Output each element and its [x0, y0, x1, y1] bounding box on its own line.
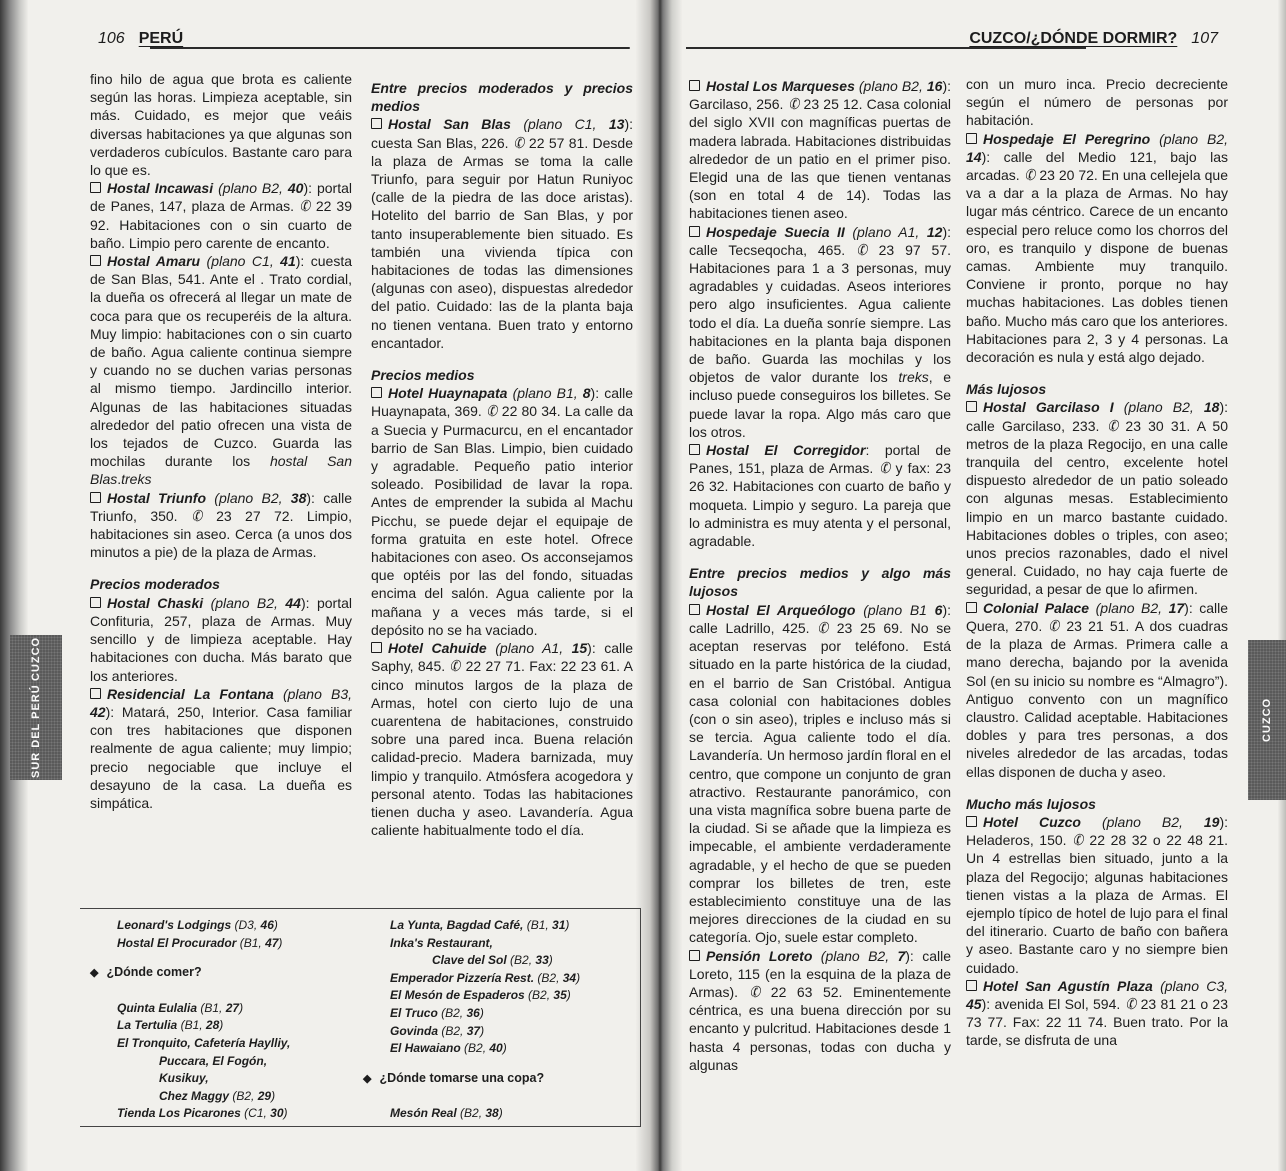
- listing-entry: Hotel Cahuide (plano A1, 15): calle Saphy, 845. ✆ 22 27 71. Fax: 22 23 61. A cinco minutos largos de la plaza de Armas, hotel con cierto lujo de una cuarentena de habitaciones, construido sobre una pared inca. Buena relación calidad-precio. Madera barnizada, muy limpio y tranquilo. Atmósfera acogedora y personal atento. Todas las habitaciones tienen ducha y aseo. Lavandería. Agua caliente habitualmente todo el día.: [371, 640, 633, 839]
- index-item: [117, 1017, 290, 1035]
- checkbox-icon: [689, 604, 700, 615]
- venue-name: El Hawaiano: [390, 1041, 461, 1056]
- listing-description: . La calle da a Suecia y Purmacurcu, en el encantador barrio de San Blas. Limpio, bien cuidado y agradable. Pequeño patio interior soleado. Posibilidad de lavar la ropa. Antes de emprender la subida al Machu Picchu, se puede dejar el equipaje de forma gratuita en este hotel. Ofrece habitaciones con aseo. Os acconsejamos que optéis por las del fondo, situadas encima del salón. Agua caliente por la mañana y a veces más tarde, si el depósito no se ha vaciado.: [371, 403, 634, 638]
- map-number: 40: [287, 180, 304, 197]
- map-number: 16: [926, 78, 943, 94]
- map-number: 45: [966, 995, 982, 1012]
- column-2: [371, 79, 633, 839]
- map-reference: (B2, 38): [456, 1106, 503, 1121]
- map-number: 13: [608, 116, 625, 133]
- map-reference: (B2, 33): [506, 953, 553, 968]
- map-reference: (plano B2, 18: [1123, 399, 1220, 416]
- price-category-heading: Precios moderados: [90, 576, 220, 593]
- checkbox-icon: [966, 980, 977, 991]
- listing-entry: Hostal Garcilaso I (plano B2, 18): calle Garcilaso, 233. ✆ 23 30 31. A 50 metros de la plaza Regocijo, en una calle tranquila del centro, excelente hotel dispuesto alrededor de un patio soleado con algunas mesas. Establecimiento limpio en un marco bastante cuidado. Habitaciones dobles o triples, con aseo; unos precios razonables, dado el nivel general. Cuidado, no hay caja fuerte de seguridad, a pesar de que lo afirmen.: [966, 399, 1228, 598]
- index-heading-label: ¿Dónde comer?: [106, 965, 202, 980]
- map-number: 19: [1203, 813, 1220, 830]
- listing-entry: Residencial La Fontana (plano B3, 42): Matará, 250, Interior. Casa familiar con tres habitaciones que disponen realmente de agua caliente; muy limpio; precio negociable que incluye el desayuno de la casa. La dueña es simpática.: [90, 685, 352, 811]
- checkbox-icon: [371, 118, 382, 129]
- index-item: [117, 1088, 290, 1106]
- index-column-right: [363, 917, 581, 1123]
- phone-icon: ✆: [853, 240, 871, 260]
- listing-entry: Hotel Huaynapata (plano B1, 8): calle Huaynapata, 369. ✆ 22 80 34. La calle da a Suecia y Purmacurcu, en el encantador barrio de San Blas. Limpio, bien cuidado y agradable. Pequeño patio interior soleado. Posibilidad de lavar la ropa. Antes de emprender la subida al Machu Picchu, se puede dejar el equipaje de forma gratuita en este hotel. Ofrece habitaciones con aseo. Os acconsejamos que optéis por las del fondo, situadas encima del salón. Agua caliente por la mañana y a veces más tarde, si el depósito no se ha vaciado.: [371, 385, 634, 638]
- map-reference: (plano B2, 19: [1101, 813, 1220, 830]
- map-reference: (plano B2, 40: [218, 180, 304, 197]
- listing-entry: Hostal El Arqueólogo (plano B1 6): calle Ladrillo, 425. ✆ 23 25 69. No se aceptan reservas por teléfono. Está situado en la parte histórica de la ciudad, en el barrio de San Cristóbal. Antigua casa colonial con habitaciones dobles (con o sin aseo), triples e incluso más si se tercia. Agua caliente todo el día. Lavandería. Un hermoso jardín floral en el centro, que compone un conjunto de gran atractivo. Restaurante panorámico, con una vista magnífica sobre buena parte de la ciudad. Si se añade que la limpieza es impecable, el ambiente verdaderamente agradable, y el hecho de que se pueden comprar los billetes de tren, este establecimiento constituye una de las mejores direcciones de la ciudad en su categoría. Ojo, suele estar completo.: [689, 601, 952, 946]
- map-reference: (plano B1 6: [863, 601, 943, 618]
- index-item: [117, 1053, 290, 1071]
- map-reference: (plano B1, 8: [512, 385, 591, 402]
- checkbox-icon: [689, 444, 700, 455]
- header-rule-left: [150, 47, 630, 49]
- index-item: [390, 1105, 580, 1123]
- map-number: 7: [897, 947, 906, 964]
- map-reference: (plano B3, 42: [90, 685, 352, 720]
- map-reference: (plano C1, 41: [206, 253, 296, 270]
- checkbox-icon: [966, 602, 977, 613]
- map-reference: (plano A1, 12: [852, 223, 943, 240]
- map-number: 42: [90, 703, 106, 720]
- listing-address: cuesta San Blas, 226.: [371, 134, 513, 151]
- listing-description: . Casa colonial del siglo XVII con magníficas puertas de madera labrada. Habitaciones distribuidas alrededor de un patio en el primer piso. Elegid una de las que tienen ventanas (son en total 4 de 14). Todas las habitaciones tienen aseo.: [689, 96, 952, 222]
- map-reference: (B1, 31): [523, 918, 570, 932]
- map-number: 38: [290, 489, 307, 506]
- map-number: 14: [966, 148, 982, 165]
- map-number: 47: [265, 935, 279, 950]
- column-3: [689, 77, 951, 1074]
- checkbox-icon: [689, 80, 700, 91]
- index-item: [117, 917, 290, 935]
- header-rule-right: [686, 47, 1086, 49]
- map-number: 6: [934, 601, 943, 618]
- map-number: 8: [582, 385, 591, 402]
- phone-number: 23 20 72: [1035, 167, 1094, 184]
- venue-name: Clave del Sol: [432, 953, 507, 968]
- map-reference: (B2, 29): [229, 1088, 276, 1103]
- phone-number: 23 30 31: [1118, 417, 1187, 434]
- listing-name: Hospedaje El Peregrino: [983, 130, 1151, 147]
- checkbox-icon: [90, 255, 101, 266]
- listing-description: . No se aceptan reservas por teléfono. Está situado en la parte histórica de la ciudad, en el barrio de San Cristóbal. Antigua casa colonial con habitaciones dobles (con o sin aseo), triples e incluso más si se tercia. Agua caliente todo el día. Lavandería. Un hermoso jardín floral en el centro, que compone un conjunto de gran atractivo. Restaurante panorámico, con una vista magnífica sobre buena parte de la ciudad. Si se añade que la limpieza es impecable, el ambiente verdaderamente agradable, y el hecho de que se pueden comprar los billetes de tren, este establecimiento constituye una de las mejores direcciones de la ciudad en su categoría. Ojo, suele estar completo.: [689, 619, 951, 946]
- listing-address: calle Tecseqocha, 465.: [689, 241, 857, 258]
- listing-description: . Eminentemente céntrica, es una buena dirección por su encanto y pulcritud. Habitaciones desde 1 hasta 4 personas, todas con ducha y algunas: [689, 983, 952, 1073]
- checkbox-icon: [90, 492, 101, 503]
- map-number: 31: [552, 918, 566, 932]
- phone-icon: ✆: [296, 196, 314, 216]
- phone-number: 22 27 71: [461, 658, 521, 675]
- phone-number: 22 39 92: [90, 198, 352, 233]
- phone-number: 23 25 69: [829, 619, 899, 636]
- map-reference: (B2, 35): [524, 988, 571, 1003]
- listing-address: Garcilaso, 256.: [689, 96, 788, 113]
- map-number: 37: [466, 1023, 481, 1038]
- venue-name: La Yunta, Bagdad Café,: [390, 918, 524, 932]
- phone-number: 23 97 57: [867, 241, 948, 258]
- page-number-left: 106: [98, 30, 125, 47]
- listing-address: portal Confituria, 257, plaza de Armas. Muy sencillo y de limpieza aceptable. Hay habitaciones con ducha. Más barato que los anteriores.: [90, 594, 352, 684]
- index-heading: [90, 964, 290, 983]
- map-reference: (C1, 30): [240, 1106, 288, 1121]
- listing-address: Matará, 250, Interior. Casa familiar con tres habitaciones que disponen realmente de agua caliente; muy limpio; precio negociable que incluye el desayuno de la casa. La dueña es simpática.: [90, 703, 352, 811]
- checkbox-icon: [371, 642, 382, 653]
- tab-label-city: CUZCO: [30, 636, 42, 681]
- listing-entry: Hostal Incawasi (plano B2, 40): portal de Panes, 147, plaza de Armas. ✆ 22 39 92. Habitaciones con o sin cuarto de baño. Limpio pero carente de encanto.: [90, 180, 352, 251]
- map-reference: (plano B2, 16: [858, 78, 943, 94]
- map-number: 18: [1203, 399, 1220, 416]
- map-number: 35: [553, 988, 567, 1003]
- phone-number: 23 81 21 o 23 73 77: [966, 995, 1228, 1031]
- map-reference: (plano B2, 44: [210, 594, 301, 611]
- index-item: [390, 1005, 580, 1023]
- venue-name: Puccara, El Fogón,: [159, 1053, 268, 1068]
- venue-name: Govinda: [390, 1023, 439, 1038]
- listing-description: . Trato cordial, la dueña os ofrecerá al llegar un mate de coca para que os recuperéis de la altura. Muy limpio: habitaciones con o sin cuarto de baño. Agua caliente continua siempre y cuando no se duchen varias personas al mismo tiempo. Jardincillo interior. Algunas de las habitaciones situadas alrededor del patio ofrecen una vista de los tejados de Cuzco. Guarda las mochilas durante los: [90, 271, 352, 470]
- diamond-bullet-icon: ◆: [90, 967, 99, 980]
- checkbox-icon: [966, 133, 977, 144]
- price-category-heading: Mucho más lujosos: [966, 795, 1096, 812]
- italic-term: treks: [121, 471, 152, 488]
- italic-term: hostal San Blas: [90, 453, 352, 488]
- listing-entry: Colonial Palace (plano B2, 17): calle Quera, 270. ✆ 23 21 51. A dos cuadras de la plaza de Armas. Primera calle a mano derecha, bajando por la avenida Sol (en su inicio su nombre es “Almagro”). Antiguo convento con un magnífico claustro. Calidad aceptable. Habitaciones dobles y para tres personas, a dos niveles alrededor de las arcadas, todas ellas disponen de ducha y aseo.: [966, 599, 1229, 780]
- listing-name: Colonial Palace: [983, 599, 1090, 616]
- map-number: 33: [535, 953, 549, 968]
- column-4: [966, 75, 1228, 1050]
- phone-number: 23 27 72: [202, 507, 290, 524]
- listing-name: Hostal Amaru: [107, 253, 201, 270]
- map-reference: (plano B2, 17: [1095, 599, 1185, 616]
- italic-term: treks: [898, 369, 929, 386]
- listing-name: Hotel San Agustín Plaza: [983, 977, 1153, 994]
- listing-entry: Hospedaje Suecia II (plano A1, 12): calle Tecseqocha, 465. ✆ 23 97 57. Habitaciones para 1 a 3 personas, muy agradables y cuidadas. Aseos interiores pero algo insuficientes. Agua caliente todo el día. La dueña sonríe siempre. Las habitaciones en la planta baja disponen de baño. Guarda las mochilas y los objetos de valor durante los treks, e incluso puede conseguiros los billetes. Se puede lavar la ropa. Algo más caro que los otros.: [689, 223, 951, 440]
- phone-icon: ✆: [785, 94, 802, 114]
- index-item: [117, 1070, 290, 1088]
- listing-name: Hospedaje Suecia II: [706, 223, 845, 240]
- map-number: 27: [225, 1000, 240, 1015]
- index-item: [117, 1035, 290, 1053]
- map-number: 46: [260, 918, 274, 932]
- phone-icon: ✆: [876, 458, 893, 478]
- listing-description: . Habitaciones con cuarto de baño y moqueta. Limpio y seguro. La pareja que lo administra es muy atenta y el personal, agradable.: [689, 478, 951, 550]
- phone-number: 22 28 32 o 22 48 21: [1083, 832, 1225, 849]
- checkbox-icon: [90, 597, 101, 608]
- listing-description: , e incluso puede conseguiros los billetes. Se puede lavar la ropa. Algo más caro que los otros.: [689, 369, 951, 440]
- index-item: [390, 952, 580, 970]
- venue-name: Kusikuy,: [159, 1071, 209, 1086]
- phone-icon: ✆: [1122, 994, 1139, 1014]
- map-number: 36: [466, 1005, 480, 1020]
- map-number: 28: [205, 1018, 220, 1033]
- phone-icon: ✆: [814, 618, 832, 638]
- listing-entry: Hotel San Agustín Plaza (plano C3, 45): avenida El Sol, 594. ✆ 23 81 21 o 23 73 77. Fax: 22 11 74. Buen trato. Por la tarde, se disfruta de una: [966, 977, 1229, 1049]
- checkbox-icon: [90, 182, 101, 193]
- book-gutter: [636, 0, 682, 1171]
- phone-icon: ✆: [447, 656, 464, 676]
- map-number: 12: [926, 223, 943, 240]
- index-column-left: [90, 917, 291, 1123]
- map-number: 29: [257, 1088, 272, 1103]
- listing-address: calle Huaynapata, 369.: [371, 385, 633, 420]
- listing-name: Hostal San Blas: [388, 116, 511, 133]
- map-number: 38: [485, 1106, 499, 1121]
- venue-name: Chez Maggy: [159, 1088, 230, 1103]
- listing-address: Heladeros, 150.: [966, 832, 1073, 849]
- index-item: [117, 935, 290, 953]
- venue-name: Leonard's Lodgings: [117, 918, 232, 932]
- venue-name: Tienda Los Picarones: [117, 1106, 241, 1121]
- listing-name: Pensión Loreto: [706, 947, 813, 964]
- phone-icon: ✆: [483, 401, 501, 421]
- map-reference: (B1, 47): [236, 935, 283, 950]
- column-1: [90, 70, 352, 812]
- listing-description: . A dos cuadras de la plaza de Armas. Primera calle a mano derecha, bajando por la avenida Sol (en su inicio su nombre es “Almagro”). Antiguo convento con un magnífico claustro. Calidad aceptable. Habitaciones dobles y para tres personas, a dos niveles alrededor de las arcadas, todas ellas disponen de ducha y aseo.: [966, 617, 1229, 780]
- phone-icon: ✆: [1021, 165, 1038, 185]
- index-item: [390, 987, 580, 1005]
- running-title-right: CUZCO/¿DÓNDE DORMIR?: [969, 30, 1178, 47]
- phone-icon: ✆: [1104, 416, 1121, 436]
- venue-name: El Mesón de Espaderos: [390, 988, 525, 1003]
- listing-name: Hostal Los Marqueses: [706, 78, 855, 94]
- listing-name: Hostal Triunfo: [107, 489, 207, 506]
- map-reference: (plano B2, 38: [214, 489, 307, 506]
- listing-description: . Desde la plaza de Armas se toma la calle Triunfo, para seguir por Hatun Runiyoc (calle de la piedra de las doce aristas). Hotelito del barrio de San Blas, y por tanto insuperablemente bien situado. Es también una vivienda típica con habitaciones de todas las dimensiones (algunas con aseo), dispuestas alrededor del patio. Cuidado: las de la planta baja no tienen ventana. Buen trato y entorno encantador.: [371, 134, 634, 351]
- listing-address: calle del Medio 121, bajo las arcadas.: [966, 148, 1228, 184]
- continued-text: con un muro inca. Precio decreciente según el número de personas por habitación.: [966, 76, 1228, 129]
- listing-address: calle Loreto, 115 (en la esquina de la plaza de Armas).: [689, 947, 951, 1000]
- map-reference: (plano A1, 15: [495, 640, 588, 657]
- listing-name: Hotel Huaynapata: [388, 385, 508, 402]
- checkbox-icon: [90, 688, 101, 699]
- listing-description: . En una cellejela que va a dar a la plaza de Armas. No hay lugar más céntrico. Carece de un encanto especial pero reluce como los chorros del oro, es tranquilo y dispone de buenas camas. Ambiente muy tranquilo. Conviene ir pronto, porque no hay muchas habitaciones. Las dobles tienen baño. Mucho más caro que los anteriores. Habitaciones para 2, 3 y 4 personas. La decoración es nula y está algo dejado.: [966, 167, 1228, 366]
- venue-name: Emperador Pizzería Rest.: [390, 970, 535, 985]
- map-number: 44: [285, 594, 301, 611]
- scan-edge-left: [0, 0, 28, 1171]
- venue-name: Mesón Real: [390, 1106, 457, 1121]
- phone-icon: ✆: [1045, 616, 1063, 636]
- listing-description: . A 50 metros de la plaza Regocijo, en una calle tranquila del centro, excelente hotel dispuesto alrededor de un patio soleado con algunas mesas. Establecimiento limpio en un marco bastante cuidado. Habitaciones dobles o triples, con aseo; unos precios razonables, dado el nivel general. Cuidado, no hay caja fuerte de seguridad, a pesar de que lo afirmen.: [966, 417, 1228, 598]
- listing-address: calle Saphy, 845.: [371, 640, 633, 675]
- listing-name: Hotel Cuzco: [983, 813, 1081, 830]
- map-number: 41: [280, 253, 296, 270]
- listing-name: Hostal Garcilaso I: [983, 399, 1114, 416]
- listing-entry: Hotel Cuzco (plano B2, 19): Heladeros, 150. ✆ 22 28 32 o 22 48 21. Un 4 estrellas bien situado, junto a la plaza del Regocijo; algunas habitaciones tienen vistas a la plaza de Armas. El ejemplo típico de hotel de lujo para el final del itinerario. Cuarto de baño con bañera y aseo. Bastante caro y no siempre bien cuidado.: [966, 813, 1228, 976]
- map-reference: (B2, 34): [534, 970, 581, 985]
- phone-number: 22 63 52: [760, 983, 839, 1000]
- map-reference: (B1, 28): [177, 1018, 224, 1033]
- listing-name: Hostal El Arqueólogo: [706, 601, 856, 618]
- listing-entry: Hospedaje El Peregrino (plano B2, 14): calle del Medio 121, bajo las arcadas. ✆ 23 20 72. En una cellejela que va a dar a la plaza de Armas. No hay lugar más céntrico. Carece de un encanto especial pero reluce como los chorros del oro, es tranquilo y dispone de buenas camas. Ambiente muy tranquilo. Conviene ir pronto, porque no hay muchas habitaciones. Las dobles tienen baño. Mucho más caro que los anteriores. Habitaciones para 2, 3 y 4 personas. La decoración es nula y está algo dejado.: [966, 130, 1228, 366]
- map-reference: (B2, 40): [460, 1041, 507, 1056]
- map-number: 40: [489, 1041, 503, 1056]
- checkbox-icon: [689, 226, 700, 237]
- index-heading-label: ¿Dónde tomarse una copa?: [379, 1070, 545, 1085]
- phone-number: 23 21 51: [1060, 617, 1126, 634]
- listing-name: Hostal El Corregidor: [706, 442, 866, 459]
- continued-text: fino hilo de agua que brota es caliente según las horas. Limpieza aceptable, sin más. Cuidado, es mejor que veáis diversas habitaciones ya que algunas son verdaderos cubículos. Bastante caro para lo que es.: [90, 71, 352, 179]
- map-number: 30: [270, 1106, 284, 1121]
- map-number: 17: [1168, 599, 1185, 616]
- listing-description: . Habitaciones con o sin cuarto de baño. Limpio pero carente de encanto.: [90, 216, 352, 251]
- price-category-heading: Precios medios: [371, 367, 475, 384]
- map-reference: (plano C3, 45: [966, 977, 1229, 1012]
- tab-label-city: CUZCO: [1261, 697, 1273, 743]
- left-page-header: [98, 20, 183, 48]
- phone-icon: ✆: [510, 133, 527, 153]
- map-reference: (D3, 46): [231, 918, 278, 932]
- listing-address: portal de Panes, 151, plaza de Armas.: [689, 442, 951, 477]
- map-number: 15: [571, 640, 588, 657]
- section-tab-left: [10, 635, 62, 780]
- checkbox-icon: [966, 816, 977, 827]
- phone-icon: ✆: [746, 982, 763, 1002]
- phone-number: 22 80 34: [497, 403, 557, 420]
- index-item: [390, 1023, 580, 1041]
- price-category-heading: Entre precios medios y algo más lujosos: [689, 565, 951, 600]
- map-index-box: [80, 908, 641, 1127]
- right-page-header: [969, 20, 1218, 48]
- index-item: [390, 970, 580, 988]
- listing-entry: Hostal Amaru (plano C1, 41): cuesta de San Blas, 541. Ante el . Trato cordial, la dueña os ofrecerá al llegar un mate de coca para que os recuperéis de la altura. Muy limpio: habitaciones con o sin cuarto de baño. Agua caliente continua siempre y cuando no se duchen varias personas al mismo tiempo. Jardincillo interior. Algunas de las habitaciones situadas alrededor del patio ofrecen una vista de los tejados de Cuzco. Guarda las mochilas durante los hostal San Blas.treks: [90, 253, 353, 488]
- listing-address: calle Quera, 270.: [966, 599, 1229, 634]
- listing-description: . Fax: 22 11 74. Buen trato. Por la tarde, se disfruta de una: [966, 1014, 1228, 1049]
- price-category-heading: Más lujosos: [966, 381, 1047, 398]
- listing-entry: Hostal Triunfo (plano B2, 38): calle Triunfo, 350. ✆ 23 27 72. Limpio, habitaciones sin aseo. Cerca (a unos dos minutos a pie) de la plaza de Armas.: [90, 489, 352, 561]
- listing-address: calle Garcilaso, 233.: [966, 417, 1107, 434]
- listing-entry: Hostal San Blas (plano C1, 13): cuesta San Blas, 226. ✆ 22 57 81. Desde la plaza de Armas se toma la calle Triunfo, para seguir por Hatun Runiyoc (calle de la piedra de las doce aristas). Hotelito del barrio de San Blas, y por tanto insuperablemente bien situado. Es también una vivienda típica con habitaciones de todas las dimensiones (algunas con aseo), dispuestas alrededor del patio. Cuidado: las de la planta baja no tienen ventana. Buen trato y entorno encantador.: [371, 116, 634, 351]
- index-item: [117, 1105, 290, 1123]
- phone-number: 23 25 12: [799, 96, 859, 113]
- listing-description: . Habitaciones para 1 a 3 personas, muy agradables y cuidadas. Aseos interiores pero algo insuficientes. Agua caliente todo el día. La dueña sonríe siempre. Las habitaciones en la planta baja disponen de baño. Guarda las mochilas y los objetos de valor durante los: [689, 241, 951, 386]
- checkbox-icon: [689, 950, 700, 961]
- listing-entry: Hostal Los Marqueses (plano B2, 16): Garcilaso, 256. ✆ 23 25 12. Casa colonial del siglo XVII con magníficas puertas de madera labrada. Habitaciones distribuidas alrededor de un patio en el primer piso. Elegid una de las que tienen ventanas (son en total 4 de 14). Todas las habitaciones tienen aseo.: [689, 78, 952, 222]
- listing-address: portal de Panes, 147, plaza de Armas.: [90, 180, 352, 215]
- listing-address: avenida El Sol, 594.: [990, 995, 1125, 1012]
- map-reference: (B2, 36): [437, 1005, 484, 1020]
- venue-name: La Tertulia: [117, 1018, 178, 1033]
- checkbox-icon: [371, 387, 382, 398]
- listing-entry: Hostal El Corregidor: portal de Panes, 151, plaza de Armas. ✆ y fax: 23 26 32. Habitaciones con cuarto de baño y moqueta. Limpio y seguro. La pareja que lo administra es muy atenta y el personal, agradable.: [689, 442, 952, 550]
- price-category-heading: Entre precios moderados y precios medios: [371, 80, 633, 115]
- listing-entry: Hostal Chaski (plano B2, 44): portal Confituria, 257, plaza de Armas. Muy sencillo y de limpieza aceptable. Hay habitaciones con ducha. Más barato que los anteriores.: [90, 594, 352, 684]
- diamond-bullet-icon: ◆: [363, 1072, 372, 1085]
- page-number-right: 107: [1191, 30, 1218, 47]
- venue-name: El Truco: [390, 1005, 438, 1020]
- index-item: [390, 935, 580, 953]
- listing-description: . Fax: 22 23 61. A cinco minutos largos de la plaza de Armas, hotel con cierto lujo de una cuarentena de habitaciones, construido sobre una pared inca. Buena relación calidad-precio. Madera barnizada, muy limpio y tranquilo. Atmósfera acogedora y personal atento. Todas las habitaciones tienen ducha y aseo. Lavandería. Agua caliente habitualmente todo el día.: [371, 658, 633, 839]
- index-item: [390, 1040, 580, 1058]
- map-reference: (plano C1, 13: [523, 116, 625, 133]
- phone-number: 22 57 81: [524, 134, 585, 151]
- listing-entry: Pensión Loreto (plano B2, 7): calle Loreto, 115 (en la esquina de la plaza de Armas). ✆ 22 63 52. Eminentemente céntrica, es una buena dirección por su encanto y pulcritud. Habitaciones desde 1 hasta 4 personas, todas con ducha y algunas: [689, 947, 952, 1073]
- phone-icon: ✆: [188, 506, 206, 526]
- venue-name: El Tronquito, Cafetería Haylliy,: [117, 1035, 291, 1050]
- listing-name: Hostal Incawasi: [107, 180, 214, 197]
- listing-description: . Un 4 estrellas bien situado, junto a la plaza del Regocijo; algunas habitaciones tienen vistas a la plaza de Armas. El ejemplo típico de hotel de lujo para el final del itinerario. Cuarto de baño con bañera y aseo. Bastante caro y no siempre bien cuidado.: [966, 832, 1228, 976]
- checkbox-icon: [966, 401, 977, 412]
- listing-address: calle Ladrillo, 425.: [689, 619, 818, 636]
- map-reference: (plano B2, 14: [966, 130, 1228, 165]
- tab-label-region: SUR DEL PERÚ: [30, 684, 42, 779]
- listing-name: Hotel Cahuide: [388, 640, 487, 657]
- listing-description: . Limpio, habitaciones sin aseo. Cerca (a unos dos minutos a pie) de la plaza de Armas.: [90, 507, 352, 561]
- map-number: 34: [562, 970, 577, 985]
- index-item: [117, 1000, 290, 1018]
- phone-number: y fax: 23 26 32: [689, 460, 952, 495]
- listing-name: Hostal Chaski: [107, 594, 204, 611]
- map-reference: (B1, 27): [197, 1000, 244, 1015]
- phone-icon: ✆: [1069, 830, 1087, 850]
- index-heading: [363, 1070, 580, 1089]
- map-reference: (plano B2, 7: [820, 947, 906, 964]
- venue-name: Hostal El Procurador: [117, 935, 237, 950]
- map-reference: (B2, 37): [438, 1023, 485, 1038]
- running-title-left: PERÚ: [138, 30, 184, 47]
- section-tab-right: [1248, 640, 1286, 800]
- venue-name: Quinta Eulalia: [117, 1000, 198, 1015]
- scan-edge-right: [1278, 0, 1286, 1171]
- listing-description: .: [117, 471, 122, 488]
- venue-name: Inka's Restaurant,: [390, 935, 493, 950]
- index-item: [390, 917, 580, 935]
- listing-name: Residencial La Fontana: [107, 685, 274, 702]
- listing-address: calle Triunfo, 350.: [90, 489, 352, 524]
- listing-address: cuesta de San Blas, 541. Ante el: [90, 253, 353, 288]
